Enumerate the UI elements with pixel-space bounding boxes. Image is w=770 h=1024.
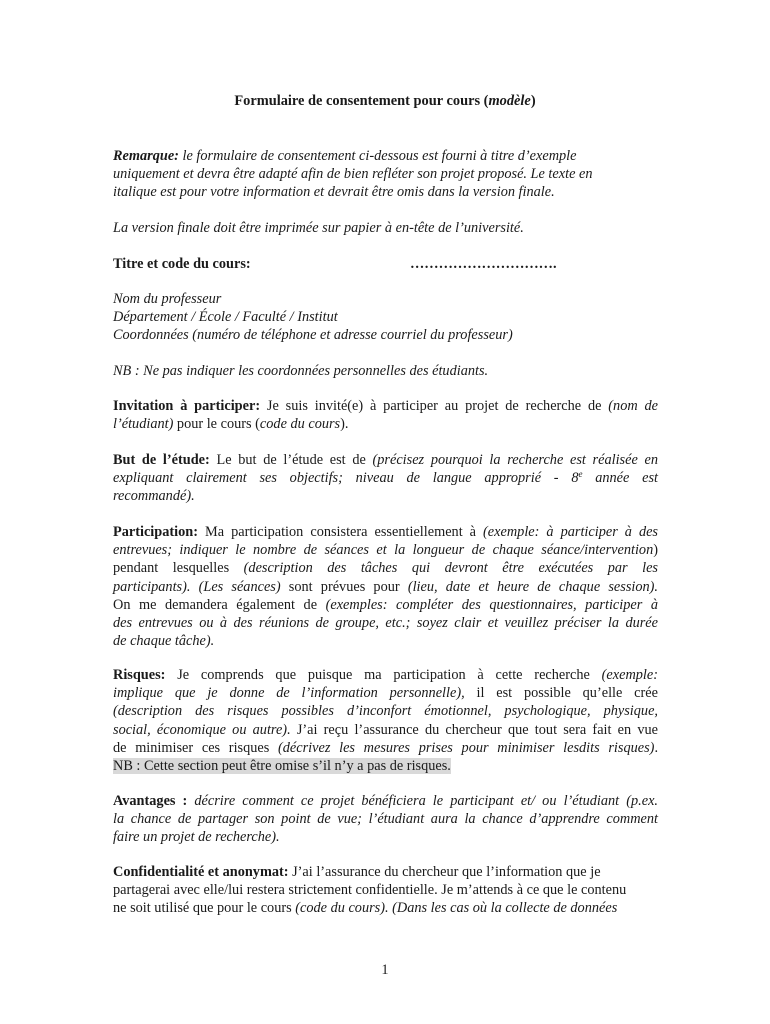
avantages-italic: la chance de partager son point de vue; l’étudiant aura la chance d’apprendre comment <box>113 811 658 828</box>
invitation-text: ). <box>340 416 349 433</box>
participation-italic: (exemple: à participer à des <box>483 524 658 540</box>
remarque-line3: italique est pour votre information et devrait être omis dans la version finale. <box>113 184 555 201</box>
avantages-italic: décrire comment ce projet bénéficiera le participant et/ ou l’étudiant (p.ex. <box>187 793 658 809</box>
participation-paragraph <box>113 523 658 650</box>
titre-code-line <box>113 255 658 273</box>
but-label: But de l’étude: <box>113 452 210 468</box>
participation-italic: (description des tâches qui devront être exécutées par les <box>243 560 658 577</box>
participation-italic: des entrevues ou à des réunions de groupe, etc.; soyez clair et veuillez préciser la durée <box>113 615 658 632</box>
professeur-block <box>113 290 658 345</box>
avantages-italic: faire un projet de recherche). <box>113 829 280 846</box>
version-finale-note <box>113 219 658 237</box>
document-title <box>0 93 770 110</box>
risques-italic: (décrivez les mesures prises pour minimiser lesdits risques) <box>278 739 655 756</box>
invitation-italic: (nom de <box>608 398 659 414</box>
risques-text: Je comprends que puisque ma participation à cette recherche <box>165 667 602 683</box>
invitation-text: Je suis invité(e) à participer au projet de recherche de <box>260 398 609 414</box>
confidentialite-paragraph <box>113 863 658 918</box>
but-paragraph <box>113 451 658 506</box>
invitation-paragraph <box>113 397 658 433</box>
but-italic <box>113 470 658 486</box>
but-italic: recommandé). <box>113 488 195 505</box>
confidentialite-text: J’ai l’assurance du chercheur que l’information que je <box>288 864 601 880</box>
risques-italic: social, économique ou autre). <box>113 721 291 738</box>
risques-text: il est possible qu’elle crée <box>464 685 658 702</box>
risques-label: Risques: <box>113 667 166 683</box>
professeur-nom: Nom du professeur <box>113 291 222 307</box>
participation-text: ) <box>653 542 658 559</box>
but-italic: (précisez pourquoi la recherche est réalisée en <box>372 452 658 468</box>
invitation-label: Invitation à participer: <box>113 398 261 414</box>
professeur-coordonnees: Coordonnées (numéro de téléphone et adresse courriel du professeur) <box>113 327 513 344</box>
risques-text: J’ai reçu l’assurance du chercheur que tout sera fait en vue <box>290 721 658 738</box>
avantages-label: Avantages : <box>113 793 188 809</box>
participation-text: pendant lesquelles <box>113 560 244 577</box>
invitation-italic: l’étudiant) <box>113 416 174 433</box>
but-text: Le but de l’étude est de <box>209 452 373 468</box>
avantages-paragraph <box>113 792 658 847</box>
but-italic-part: expliquant clairement ses objectifs; niveau de langue approprié - 8 <box>113 470 579 487</box>
participation-italic: (lieu, date et heure de chaque session). <box>407 578 658 595</box>
participation-italic: participants). (Les séances) <box>113 578 281 595</box>
confidentialite-text: partagerai avec elle/lui restera strictement confidentielle. Je m’attends à ce que le contenu <box>113 882 627 899</box>
participation-text: sont prévues pour <box>280 578 408 595</box>
risques-text: . <box>654 739 659 756</box>
risques-italic: (description des risques possibles d’inconfort émotionnel, psychologique, physique, <box>113 703 658 720</box>
confidentialite-label: Confidentialité et anonymat: <box>113 864 289 880</box>
participation-italic: de chaque tâche). <box>113 633 215 650</box>
confidentialite-italic: (code du cours). (Dans les cas où la collecte de données <box>295 900 618 917</box>
but-superscript: e <box>578 469 583 480</box>
risques-text: de minimiser ces risques <box>113 739 279 756</box>
confidentialite-text: ne soit utilisé que pour le cours <box>113 900 296 917</box>
title-model-text: modèle <box>488 93 531 109</box>
remarque-label: Remarque: <box>113 148 179 164</box>
nb-etudiants-note <box>113 362 658 380</box>
professeur-departement: Département / École / Faculté / Institut <box>113 309 338 326</box>
risques-italic: (exemple: <box>601 667 658 683</box>
risques-nb-highlight: NB : Cette section peut être omise s’il n’y a pas de risques. <box>113 758 451 775</box>
version-finale-text: La version finale doit être imprimée sur papier à en-tête de l’université. <box>113 220 524 236</box>
remarque-line2: uniquement et devra être adapté afin de bien refléter son projet proposé. Le texte en <box>113 166 593 183</box>
participation-text: Ma participation consistera essentiellement à <box>197 524 484 540</box>
remarque-paragraph <box>113 147 658 202</box>
nb-etudiants-text: NB : Ne pas indiquer les coordonnées personnelles des étudiants. <box>113 363 489 379</box>
participation-italic: (exemples: compléter des questionnaires, participer à <box>325 596 658 613</box>
but-italic-part: année est <box>582 470 658 487</box>
page-number: 1 <box>381 962 389 978</box>
participation-label: Participation: <box>113 524 198 540</box>
risques-italic: implique que je donne de l’information personnelle), <box>113 685 465 702</box>
title-close-paren: ) <box>530 93 536 109</box>
title-text: Formulaire de consentement pour cours ( <box>234 93 489 109</box>
participation-italic: entrevues; indiquer le nombre de séances et la longueur de chaque séance/intervention <box>113 542 654 559</box>
remarque-line1: le formulaire de consentement ci-dessous est fourni à titre d’exemple <box>178 148 577 164</box>
invitation-text: pour le cours ( <box>173 416 260 433</box>
titre-code-dots: …………………………. <box>410 256 557 272</box>
titre-code-label: Titre et code du cours: <box>113 256 251 272</box>
risques-paragraph <box>113 666 658 775</box>
participation-text: On me demandera également de <box>113 596 326 613</box>
invitation-italic: code du cours <box>259 416 341 433</box>
